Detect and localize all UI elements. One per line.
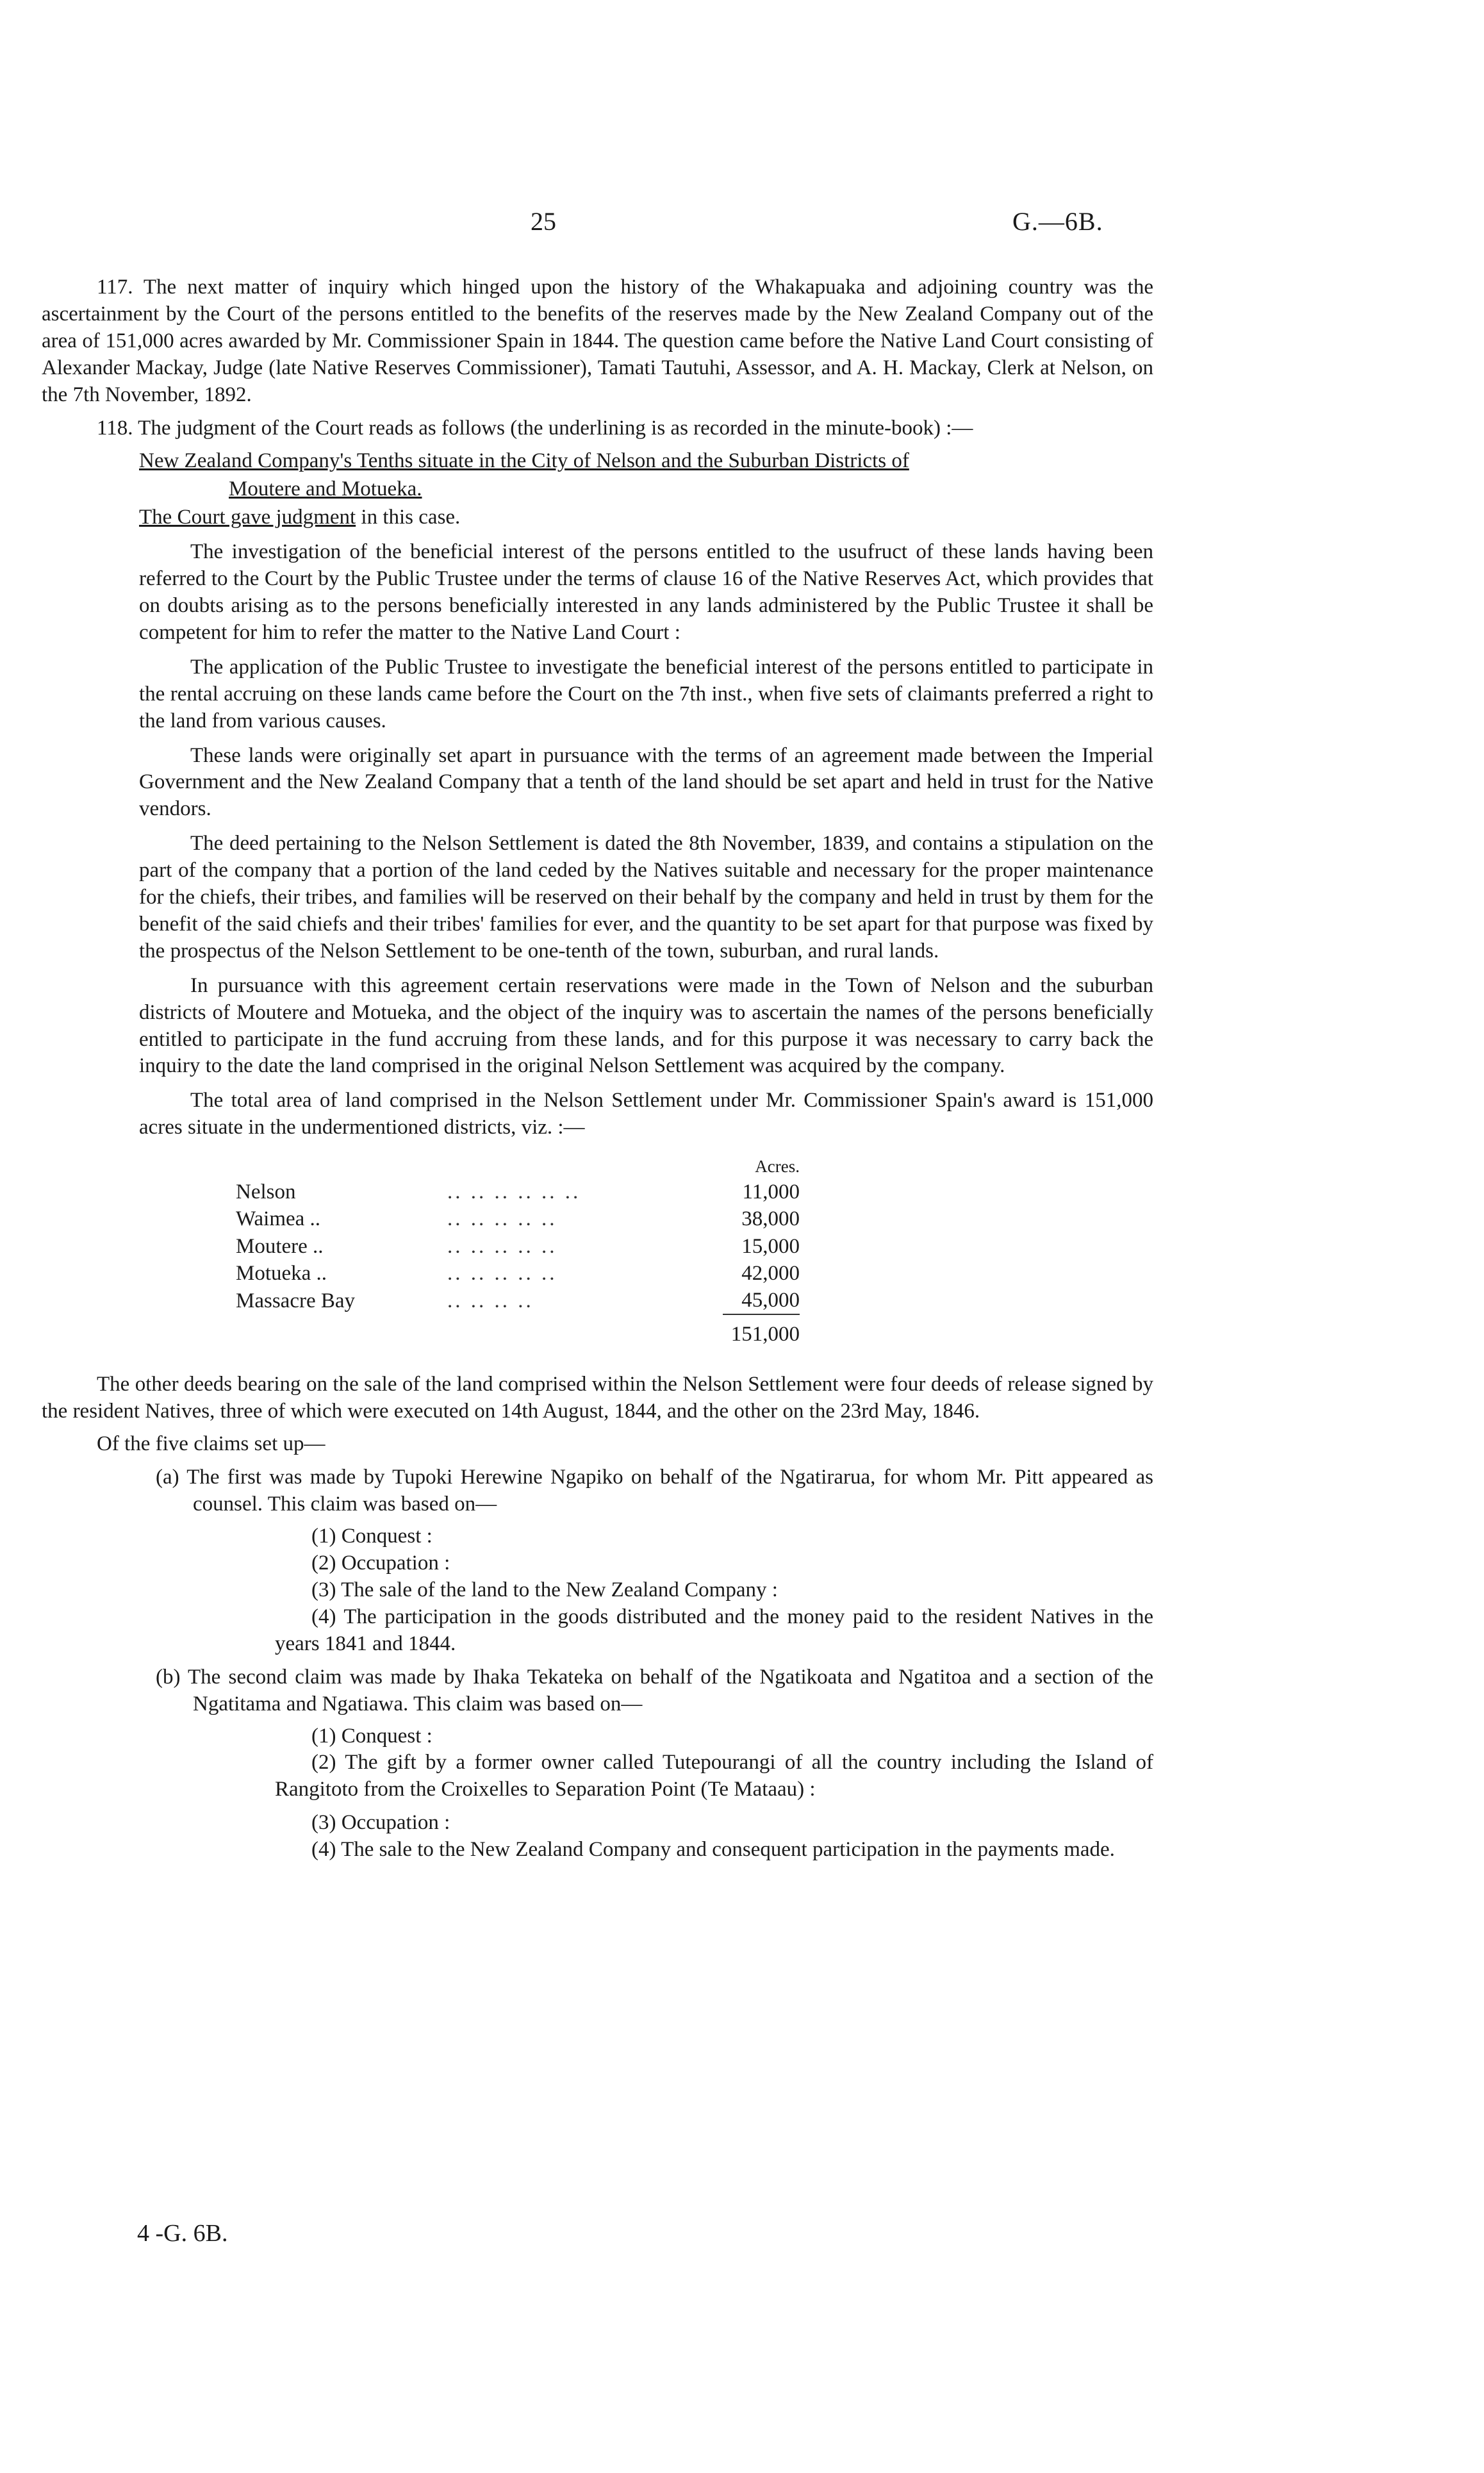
table-row [236, 1260, 800, 1287]
district-acres: 11,000 [742, 1180, 800, 1204]
district-acres: 45,000 [741, 1289, 800, 1312]
judgment-paragraph: The deed pertaining to the Nelson Settlement is dated the 8th November, 1839, and contains a stipulation on the part of the company that a portion of the land ceded by the Natives suitable and necessary for the proper maintenance for the chiefs, their tribes, and families will be reserved on their behalf by the company and held in trust by them for the benefit of the said chiefs and their tribes' families for ever, and the quantity to be set apart for that purpose was fixed by the prospectus of the Nelson Settlement to be one-tenth of the town, suburban, and rural lands. [139, 832, 1153, 963]
table-total-row [236, 1314, 800, 1348]
table-row [236, 1287, 800, 1314]
leader-dots: .. .. .. .. [447, 1289, 534, 1312]
judgment-opening [139, 504, 1153, 531]
claim-b-basis: (2) The gift by a former owner called Tutepourangi of all the country including the Island of Rangitoto from the Croixelles to Separation Point (Te Mataau) : [275, 1751, 1153, 1801]
judgment-paragraph: The application of the Public Trustee to investigate the beneficial interest of the persons entitled to participate in the rental accruing on these lands came before the Court on the 7th inst., when five sets of claimants preferred a right to the land from various causes. [139, 655, 1153, 732]
judgment-paragraph: In pursuance with this agreement certain reservations were made in the Town of Nelson and the suburban districts of Moutere and Motueka, and the object of the inquiry was to ascertain the names of the persons beneficially entitled to participate in the fund accruing from these lands, and for this purpose it was necessary to carry back the inquiry to the date the land comprised in the original Nelson Settlement was acquired by the company. [139, 973, 1153, 1078]
paragraph-117: 117. The next matter of inquiry which hinged upon the history of the Whakapuaka and adjoining country was the ascertainment by the Court of the persons entitled to the benefits of the reserves made by the New Zealand Company out of the area of 151,000 acres awarded by Mr. Commissioner Spain in 1844. The question came before the Native Land Court consisting of Alexander Mackay, Judge (late Native Reserves Commissioner), Tamati Tautuhi, Assessor, and A. H. Mackay, Clerk at Nelson, on the 7th November, 1892. [42, 276, 1153, 406]
claim-a-basis: (4) The participation in the goods distributed and the money paid to the resident Natives in the years 1841 and 1844. [275, 1605, 1153, 1655]
district-acres: 42,000 [741, 1261, 800, 1285]
district-name: Moutere .. [236, 1234, 324, 1258]
document-reference: G.—6B. [1012, 207, 1103, 236]
claim-a-basis: (2) Occupation : [311, 1551, 450, 1575]
table-row [236, 1233, 800, 1260]
district-name: Massacre Bay [236, 1289, 356, 1312]
leader-dots: .. .. .. .. .. [447, 1261, 557, 1285]
claim-a-basis: (3) The sale of the land to the New Zealand Company : [311, 1578, 778, 1601]
claim-a-basis: (1) Conquest : [311, 1525, 433, 1548]
document-body [42, 274, 1153, 1870]
district-acres: 38,000 [741, 1207, 800, 1231]
deeds-paragraph: The other deeds bearing on the sale of the land comprised within the Nelson Settlement were four deeds of release signed by the resident Natives, three of which were executed on 14th August, 1844, and the other on the 23rd May, 1846. [42, 1372, 1153, 1423]
signature-mark: 4 -G. 6B. [137, 2220, 228, 2247]
court-judgment [139, 448, 1153, 1141]
leader-dots: .. .. .. .. .. [447, 1207, 557, 1231]
judgment-paragraph: These lands were originally set apart in pursuance with the terms of an agreement made between the Imperial Government and the New Zealand Company that a tenth of the land should be set apart and held in trust for the Native vendors. [139, 743, 1153, 821]
claim-b-basis: (4) The sale to the New Zealand Company and consequent participation in the payments made. [311, 1838, 1115, 1862]
claim-b-basis: (3) Occupation : [311, 1811, 450, 1835]
claim-b: (b) The second claim was made by Ihaka Tekateka on behalf of the Ngatikoata and Ngatitoa and a section of the Ngatitama and Ngatiawa. This claim was based on— [156, 1665, 1153, 1716]
district-name: Motueka .. [236, 1261, 327, 1285]
claim-b-basis: (1) Conquest : [311, 1724, 433, 1748]
judgment-title-continued: Moutere and Motueka. [229, 477, 422, 501]
district-acres: 15,000 [741, 1234, 800, 1258]
table-row [236, 1205, 800, 1232]
page-number: 25 [531, 207, 556, 236]
claims-intro: Of the five claims set up— [97, 1432, 326, 1456]
district-name: Nelson [236, 1180, 296, 1204]
judgment-title: New Zealand Company's Tenths situate in the City of Nelson and the Suburban Districts of [139, 449, 909, 473]
district-name: Waimea .. [236, 1207, 321, 1231]
paragraph-118: 118. The judgment of the Court reads as follows (the underlining is as recorded in the minute-book) :— [97, 416, 973, 440]
acres-column-header: Acres. [755, 1157, 800, 1177]
table-header-row [236, 1155, 800, 1179]
leader-dots: .. .. .. .. .. [447, 1234, 557, 1258]
claim-a: (a) The first was made by Tupoki Herewine Ngapiko on behalf of the Ngatirarua, for whom Mr. Pitt appeared as counsel. This claim was based on— [156, 1466, 1153, 1516]
judgment-opening-rest: in this case. [356, 506, 461, 529]
leader-dots: .. .. .. .. .. .. [447, 1180, 581, 1204]
judgment-paragraph: The investigation of the beneficial interest of the persons entitled to the usufruct of these lands having been referred to the Court by the Public Trustee under the terms of clause 16 of the Native Reserves Act, which provides that on doubts arising as to the persons beneficially interested in any lands administered by the Public Trustee it shall be competent for him to refer the matter to the Native Land Court : [139, 540, 1153, 644]
judgment-opening-underlined: The Court gave judgment [139, 506, 356, 529]
districts-table [236, 1155, 800, 1348]
total-acres: 151,000 [723, 1314, 800, 1348]
judgment-paragraph: The total area of land comprised in the Nelson Settlement under Mr. Commissioner Spain's award is 151,000 acres situate in the undermentioned districts, viz. :— [139, 1089, 1153, 1139]
table-row [236, 1179, 800, 1205]
